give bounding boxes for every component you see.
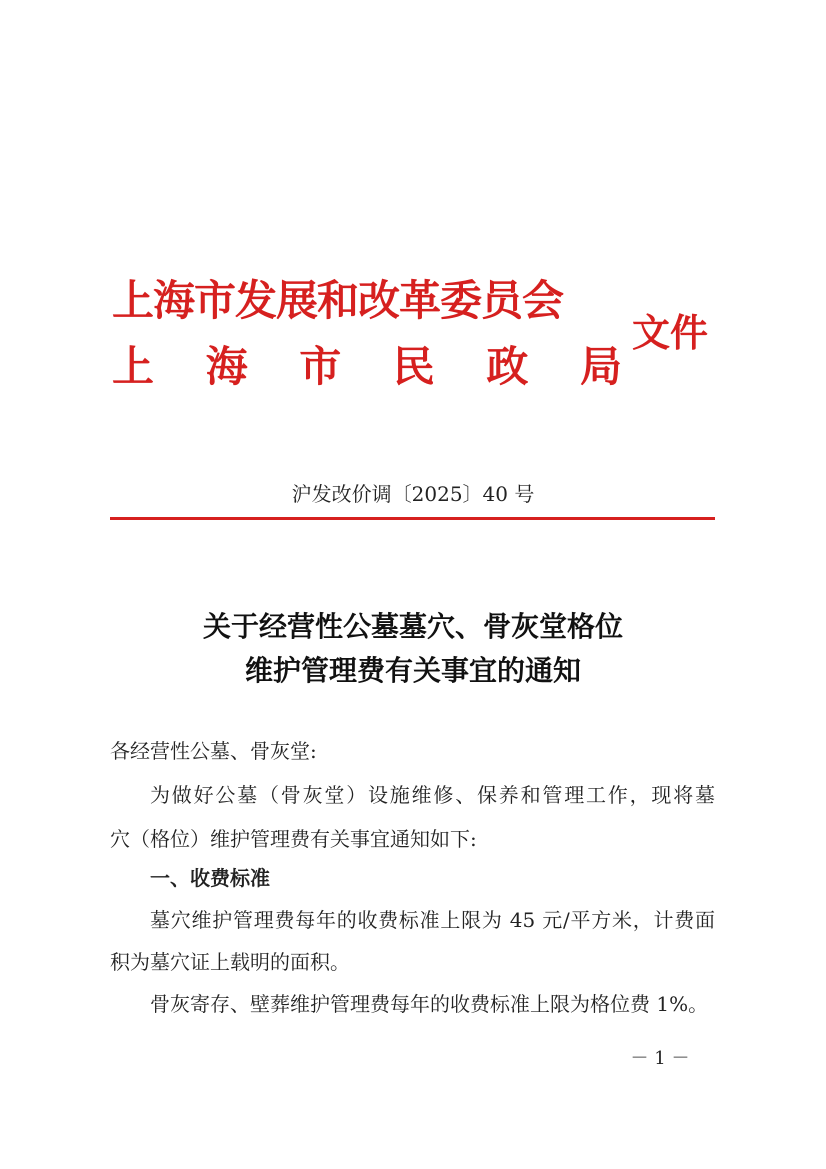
issuing-org-line-2-char: 局 [579,342,622,391]
document-title-line-1: 关于经营性公墓墓穴、骨灰堂格位 [202,610,623,643]
paragraph-3-line-1: 骨灰寄存、壁葬维护管理费每年的收费标准上限为格位费 1%。 [150,992,709,1016]
issuing-org-line-2 [112,342,622,392]
document-header [112,268,712,398]
salutation: 各经营性公墓、骨灰堂: [110,739,317,763]
paragraph-1-line-1: 为做好公墓（骨灰堂）设施维修、保养和管理工作，现将墓 [150,783,715,807]
issuing-org-line-2-char: 海 [205,342,248,391]
document-number: 沪发改价调〔2025〕40 号 [291,482,535,506]
issuing-org-line-2-char: 上 [112,342,155,391]
paragraph-2-line-1: 墓穴维护管理费每年的收费标准上限为 45 元/平方米，计费面 [150,908,715,932]
paragraph-1-line-2: 穴（格位）维护管理费有关事宜通知如下: [110,827,477,851]
issuing-org-line-1: 上海市发展和改革委员会 [112,276,564,325]
section-heading-fee-standard: 一、收费标准 [150,866,270,890]
page-number: － 1 － [630,1048,690,1069]
issuing-org-line-2-char: 民 [392,342,435,391]
paragraph-2-line-2: 积为墓穴证上载明的面积。 [110,950,350,974]
document-type-label: 文件 [632,310,709,355]
issuing-org-line-2-char: 政 [486,342,529,391]
issuing-org-line-2-char: 市 [299,342,342,391]
red-separator-line [110,517,715,520]
document-title-line-2: 维护管理费有关事宜的通知 [244,654,581,687]
